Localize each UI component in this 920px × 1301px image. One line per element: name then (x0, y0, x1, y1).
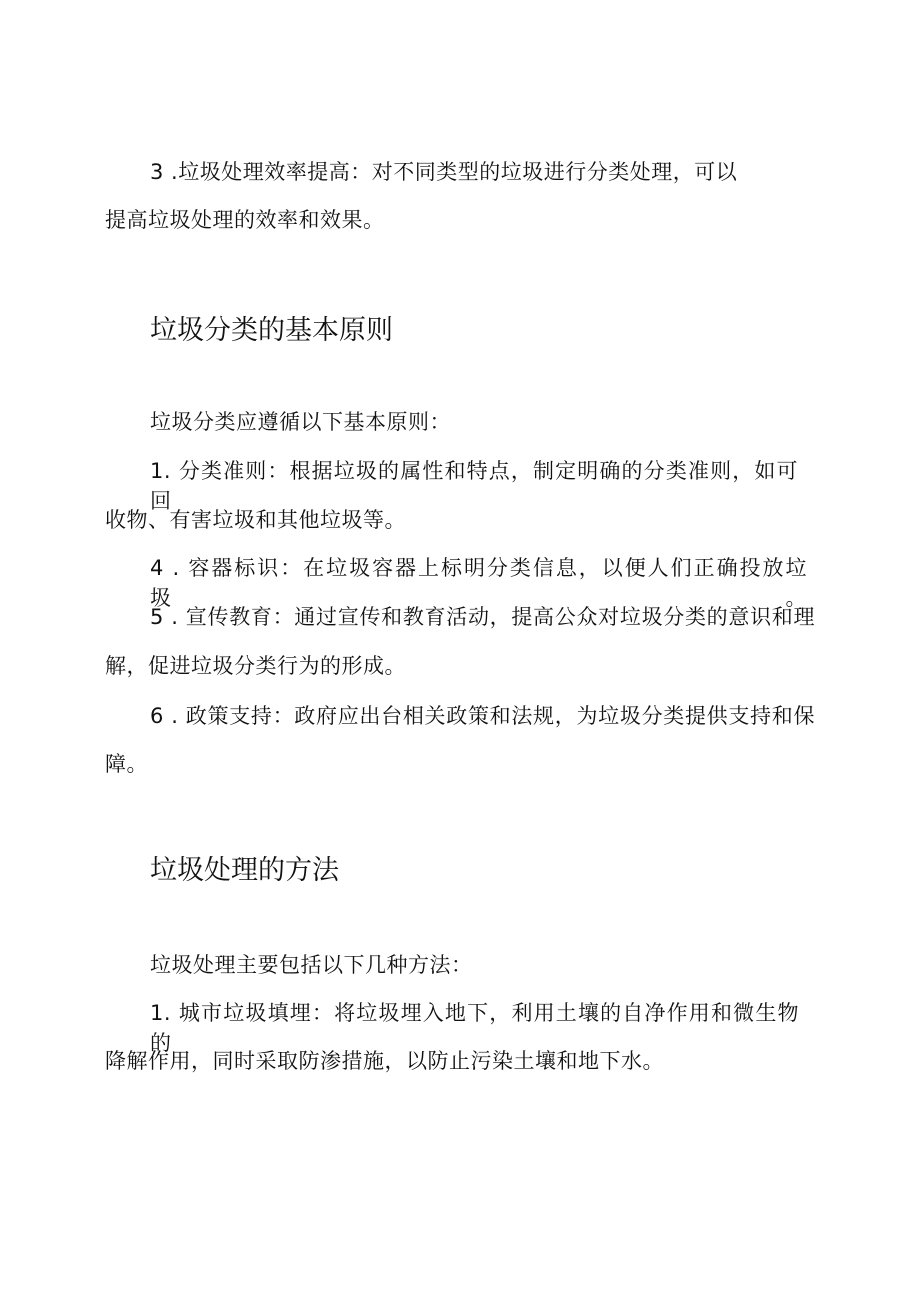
paragraph-principle5-line2: 解，促进垃圾分类行为的形成。 (105, 654, 406, 678)
paragraph-principles-lead: 垃圾分类应遵循以下基本原则： (150, 410, 451, 434)
paragraph-principle4: 4 . 容器标识：在垃圾容器上标明分类信息，以便人们正确投放垃圾。 (150, 556, 807, 610)
paragraph-methods-lead: 垃圾处理主要包括以下几种方法： (150, 953, 473, 977)
paragraph-item3-line2: 提高垃圾处理的效率和效果。 (105, 208, 385, 232)
paragraph-principle6-line2: 障。 (105, 752, 148, 776)
paragraph-method1-line2: 降解作用，同时采取防渗措施，以防止污染土壤和地下水。 (105, 1049, 664, 1073)
heading-principles: 垃圾分类的基本原则 (150, 315, 393, 346)
heading-methods: 垃圾处理的方法 (150, 855, 339, 886)
paragraph-item3-line1: 3 .垃圾处理效率提高：对不同类型的垃圾进行分类处理，可以 (150, 160, 738, 184)
paragraph-principle1-line1: 1. 分类准则：根据垃圾的属性和特点，制定明确的分类准则，如可回 (150, 459, 798, 513)
paragraph-method1-line1: 1. 城市垃圾填埋：将垃圾埋入地下，利用土壤的自净作用和微生物的 (150, 1001, 799, 1055)
paragraph-principle6-line1: 6 . 政策支持：政府应出台相关政策和法规，为垃圾分类提供支持和保 (150, 704, 815, 728)
paragraph-principle1-line2: 收物、有害垃圾和其他垃圾等。 (105, 508, 406, 532)
paragraph-principle5-line1: 5 . 宣传教育：通过宣传和教育活动，提高公众对垃圾分类的意识和理 (150, 605, 815, 629)
